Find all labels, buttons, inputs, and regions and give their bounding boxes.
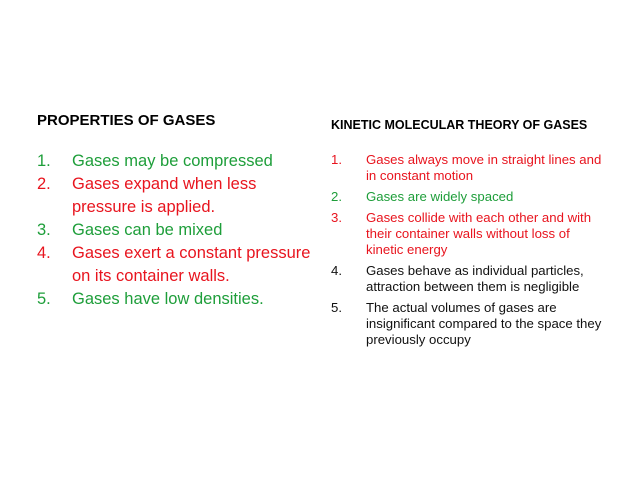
list-item xyxy=(331,263,606,295)
properties-heading: PROPERTIES OF GASES xyxy=(37,112,216,129)
item-text: Gases have low densities. xyxy=(72,290,264,308)
item-number: 5. xyxy=(331,300,342,315)
kinetic-theory-column xyxy=(331,118,606,353)
item-text: Gases are widely spaced xyxy=(366,189,514,204)
item-number: 3. xyxy=(331,210,342,225)
list-item xyxy=(331,189,606,205)
item-text: Gases may be compressed xyxy=(72,152,273,170)
list-item xyxy=(37,242,312,288)
item-text: Gases collide with each other and with their container walls without loss of kinetic energy xyxy=(366,210,592,257)
item-number: 5. xyxy=(37,290,51,308)
list-item xyxy=(37,288,312,311)
item-number: 4. xyxy=(37,244,51,262)
item-number: 2. xyxy=(331,189,342,204)
list-item xyxy=(331,300,606,348)
kinetic-theory-heading: KINETIC MOLECULAR THEORY OF GASES xyxy=(331,118,588,132)
list-item xyxy=(37,150,312,173)
properties-column xyxy=(37,112,312,311)
item-text: Gases exert a constant pressure on its container walls. xyxy=(72,244,311,285)
list-item xyxy=(37,173,312,219)
item-number: 2. xyxy=(37,175,51,193)
item-text: Gases expand when less pressure is applied. xyxy=(72,175,257,216)
item-number: 1. xyxy=(331,152,342,167)
item-number: 4. xyxy=(331,263,342,278)
properties-list xyxy=(37,150,312,311)
item-text: Gases behave as individual particles, attraction between them is negligible xyxy=(366,263,584,294)
item-number: 1. xyxy=(37,152,51,170)
kinetic-theory-list xyxy=(331,152,606,348)
item-text: Gases can be mixed xyxy=(72,221,223,239)
list-item xyxy=(37,219,312,242)
list-item xyxy=(331,152,606,184)
list-item xyxy=(331,210,606,258)
item-text: Gases always move in straight lines and in constant motion xyxy=(366,152,602,183)
item-number: 3. xyxy=(37,221,51,239)
item-text: The actual volumes of gases are insignificant compared to the space they previously occupy xyxy=(366,300,602,347)
